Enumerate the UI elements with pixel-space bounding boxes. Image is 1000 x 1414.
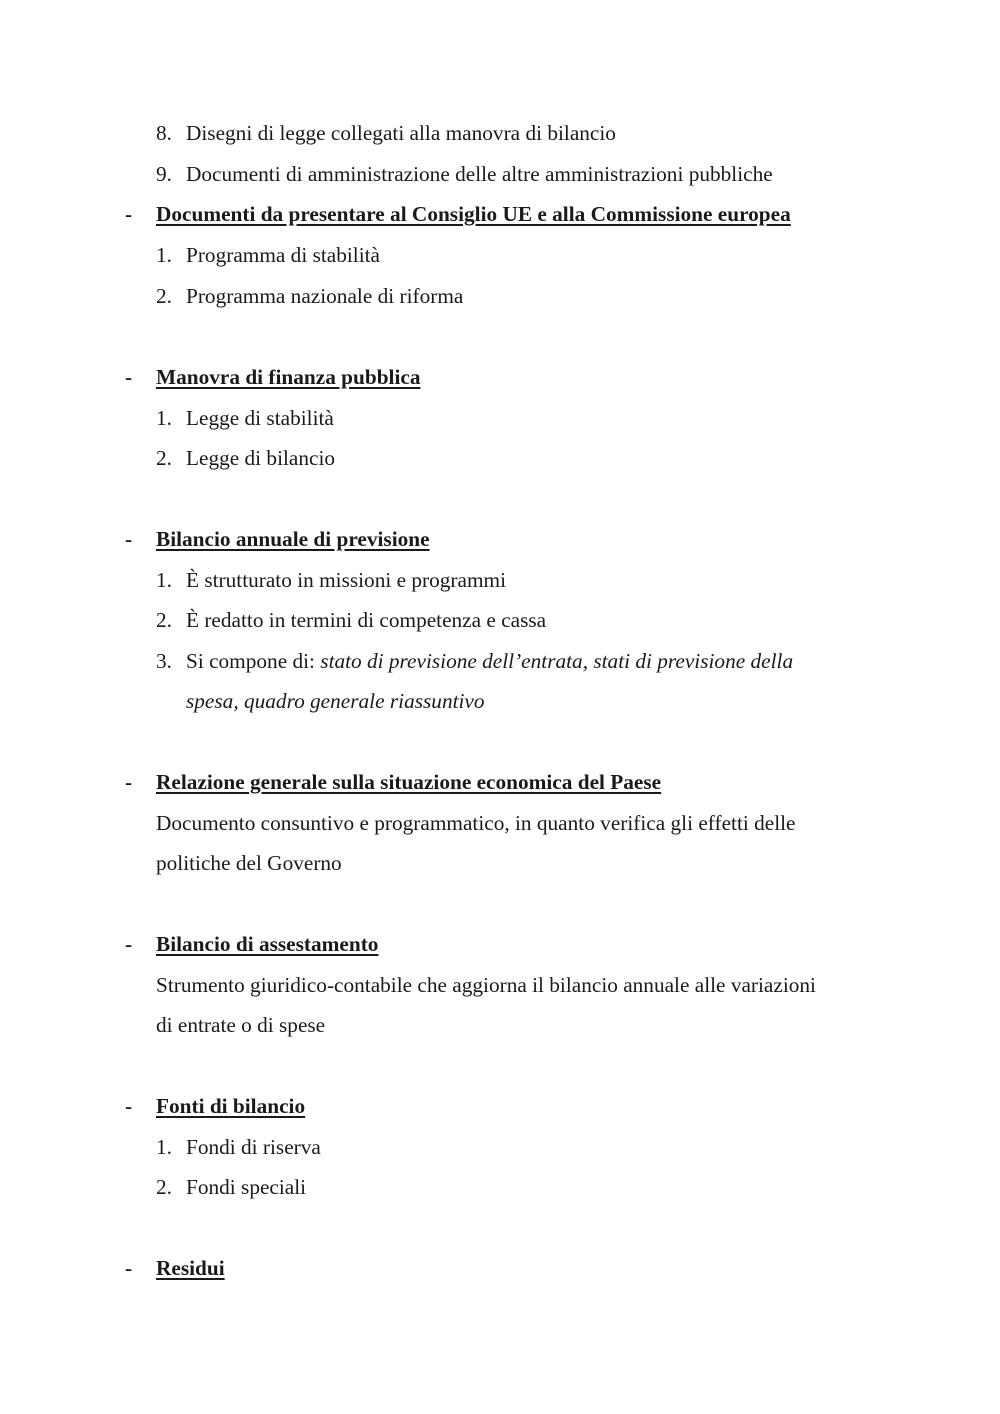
section-heading: Residui [156, 1256, 225, 1280]
item-number: 9. [156, 162, 172, 186]
section-heading: Bilancio annuale di previsione [156, 527, 430, 551]
item-number: 8. [156, 121, 172, 145]
item-number: 2. [156, 284, 172, 308]
item-text-italic: stato di previsione dell’entrata, stati di previsione della [320, 649, 794, 673]
item-number: 1. [156, 1135, 172, 1159]
bullet-dash: - [125, 770, 133, 794]
item-text: Fondi speciali [186, 1175, 307, 1199]
item-number: 2. [156, 1175, 172, 1199]
item-number: 1. [156, 406, 172, 430]
item-text: Legge di bilancio [186, 446, 336, 470]
item-text: Legge di stabilità [186, 406, 334, 430]
item-text: È redatto in termini di competenza e cassa [186, 608, 547, 632]
bullet-dash: - [125, 202, 133, 226]
item-text: Programma di stabilità [186, 243, 381, 267]
bullet-dash: - [125, 527, 133, 551]
item-number: 2. [156, 446, 172, 470]
item-text-italic: spesa, quadro generale riassuntivo [186, 689, 485, 713]
item-text: Disegni di legge collegati alla manovra di bilancio [186, 121, 616, 145]
item-number: 1. [156, 243, 172, 267]
bullet-dash: - [125, 1094, 133, 1118]
item-number: 2. [156, 608, 172, 632]
section-heading: Manovra di finanza pubblica [156, 365, 421, 389]
item-text: Programma nazionale di riforma [186, 284, 464, 308]
item-number: 1. [156, 568, 172, 592]
paragraph-text: Strumento giuridico-contabile che aggiorna il bilancio annuale alle variazioni [156, 973, 816, 997]
item-text [186, 651, 793, 672]
paragraph-text: politiche del Governo [156, 851, 342, 875]
bullet-dash: - [125, 1256, 133, 1280]
item-text: Documenti di amministrazione delle altre amministrazioni pubbliche [186, 162, 773, 186]
paragraph-text: Documento consuntivo e programmatico, in quanto verifica gli effetti delle [156, 811, 796, 835]
item-text-prefix: Si compone di: [186, 649, 321, 673]
section-heading: Fonti di bilancio [156, 1094, 306, 1118]
section-heading: Relazione generale sulla situazione economica del Paese [156, 770, 662, 794]
item-text: Fondi di riserva [186, 1135, 321, 1159]
item-number: 3. [156, 649, 172, 673]
bullet-dash: - [125, 932, 133, 956]
paragraph-text: di entrate o di spese [156, 1013, 326, 1037]
section-heading: Bilancio di assestamento [156, 932, 379, 956]
bullet-dash: - [125, 365, 133, 389]
section-heading: Documenti da presentare al Consiglio UE e alla Commissione europea [156, 202, 791, 226]
item-text: È strutturato in missioni e programmi [186, 568, 507, 592]
